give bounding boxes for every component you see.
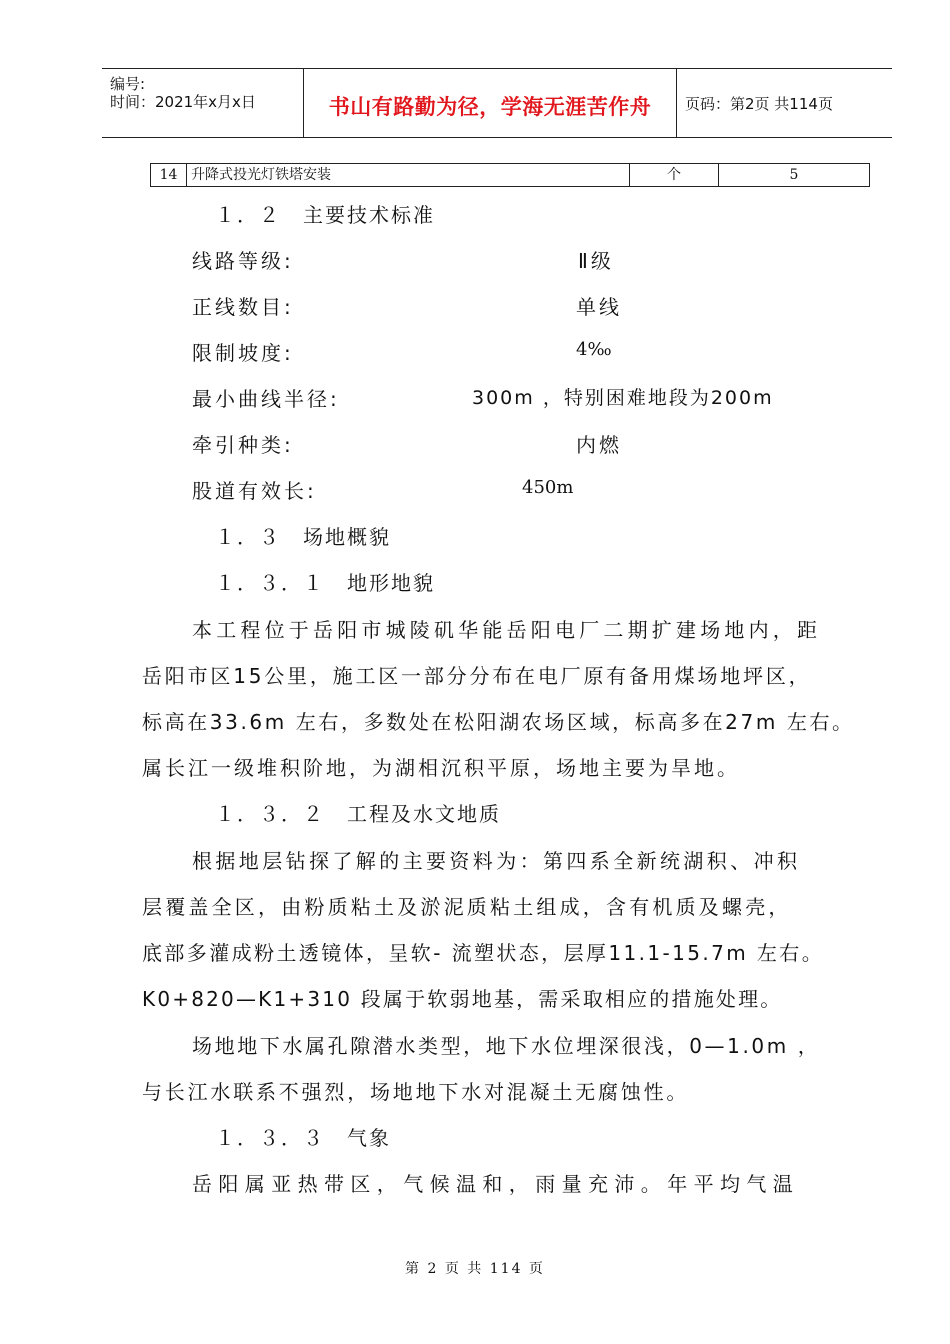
- paragraph-line: 岳阳属亚热带区，气候温和，雨量充沛。年平均气温: [192, 1172, 800, 1196]
- spec-label: 线路等级:: [192, 249, 294, 273]
- paragraph-line: 标高在33.6m 左右，多数处在松阳湖农场区域，标高多在27m 左右。: [142, 710, 855, 734]
- page-header: [102, 68, 892, 138]
- header-page-number: 页码：第2页 共114页: [685, 95, 833, 113]
- spec-label: 股道有效长:: [192, 479, 317, 503]
- table-cell-unit: 个: [630, 164, 719, 186]
- table-cell-item: 升降式投光灯铁塔安装: [187, 164, 630, 186]
- section-heading-1-2: １．２ 主要技术标准: [215, 203, 435, 227]
- header-motto: 书山有路勤为径，学海无涯苦作舟: [328, 95, 652, 119]
- spec-value: 450m: [522, 477, 574, 498]
- paragraph-line: 层覆盖全区，由粉质粘土及淤泥质粘土组成，含有机质及螺壳，: [142, 895, 792, 919]
- paragraph-line: 属长江一级堆积阶地，为湖相沉积平原，场地主要为旱地。: [142, 756, 740, 780]
- spec-value: Ⅱ级: [578, 249, 614, 273]
- table-row: [150, 163, 870, 187]
- paragraph-line: 场地地下水属孔隙潜水类型，地下水位埋深很浅，0—1.0m ，: [192, 1034, 821, 1058]
- paragraph-line: K0+820—K1+310 段属于软弱地基，需采取相应的措施处理。: [142, 987, 783, 1011]
- document-code-label: 编号:: [110, 75, 146, 93]
- paragraph-line: 岳阳市区15公里，施工区一部分分布在电厂原有备用煤场地坪区，: [142, 664, 812, 688]
- page-footer: 第 2 页 共 114 页: [405, 1261, 545, 1277]
- section-heading-1-3-2: １．３．２ 工程及水文地质: [215, 802, 501, 826]
- spec-value: 300m ，特别困难地段为200m: [472, 387, 774, 409]
- paragraph-line: 根据地层钻探了解的主要资料为：第四系全新统湖积、冲积: [192, 849, 801, 873]
- spec-value: 4‰: [576, 339, 612, 360]
- table-cell-no: 14: [151, 164, 187, 186]
- spec-label: 正线数目:: [192, 295, 294, 319]
- paragraph-line: 底部多灌成粉土透镜体，呈软- 流塑状态，层厚11.1-15.7m 左右。: [142, 941, 825, 965]
- spec-value: 单线: [576, 295, 622, 319]
- spec-label: 限制坡度:: [192, 341, 294, 365]
- section-heading-1-3-1: １．３．１ 地形地貌: [215, 571, 435, 595]
- header-meta-cell: [102, 69, 304, 137]
- spec-label: 牵引种类:: [192, 433, 294, 457]
- section-heading-1-3: １．３ 场地概貌: [215, 525, 391, 549]
- section-heading-1-3-3: １．３．３ 气象: [215, 1126, 391, 1150]
- document-time-label: 时间：2021年x月x日: [110, 93, 256, 111]
- spec-label: 最小曲线半径:: [192, 387, 340, 411]
- table-cell-qty: 5: [789, 167, 799, 183]
- header-page-cell: [677, 69, 892, 137]
- header-motto-cell: [304, 69, 677, 137]
- paragraph-line: 与长江水联系不强烈，场地地下水对混凝土无腐蚀性。: [142, 1080, 690, 1104]
- paragraph-line: 本工程位于岳阳市城陵矶华能岳阳电厂二期扩建场地内，距: [192, 618, 822, 642]
- spec-value: 内燃: [576, 433, 622, 457]
